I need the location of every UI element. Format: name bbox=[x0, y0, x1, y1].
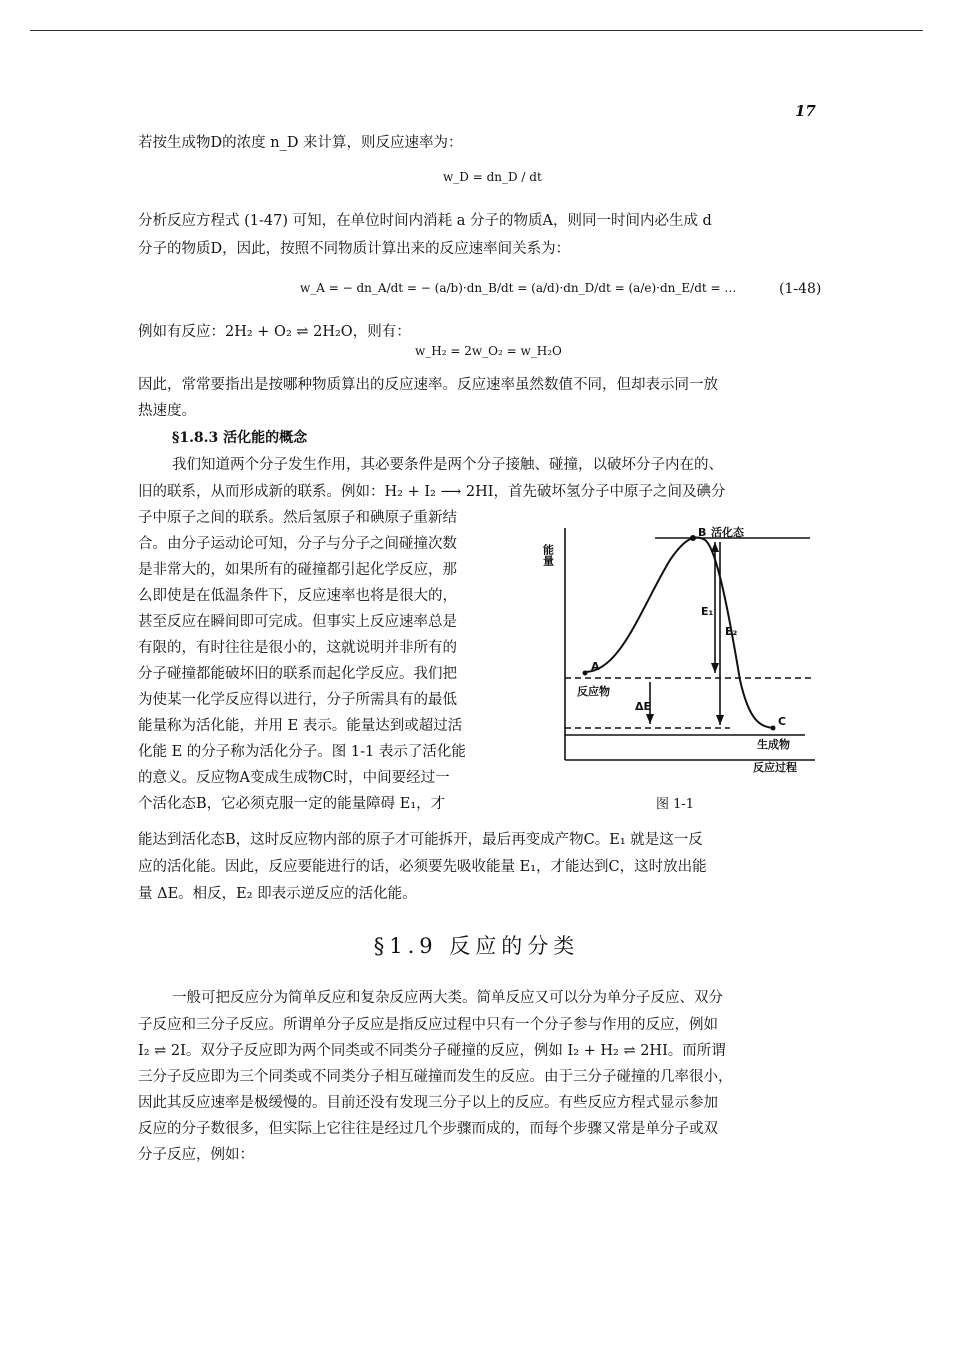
label-c-text: 生成物 bbox=[757, 738, 790, 751]
figure-caption: 图 1-1 bbox=[656, 797, 695, 812]
arrow-head bbox=[711, 663, 719, 673]
text-line: 分子碰撞都能破坏旧的联系而起化学反应。我们把 bbox=[138, 666, 457, 682]
text-line: 一般可把反应分为简单反应和复杂反应两大类。简单反应又可以分为单分子反应、双分 bbox=[172, 990, 723, 1006]
text-line: 子反应和三分子反应。所谓单分子反应是指反应过程中只有一个分子参与作用的反应，例如 bbox=[138, 1017, 718, 1033]
text-line: 是非常大的，如果所有的碰撞都引起化学反应，那 bbox=[138, 562, 457, 578]
top-rule bbox=[30, 30, 923, 31]
text-line: 个活化态B，它必须克服一定的能量障碍 E₁，才 bbox=[138, 796, 446, 812]
text-line: 例如有反应：2H₂ + O₂ ⇌ 2H₂O，则有： bbox=[138, 324, 411, 340]
text-line: 化能 E 的分子称为活化分子。图 1-1 表示了活化能 bbox=[138, 744, 466, 760]
equation-number: (1-48) bbox=[779, 281, 822, 297]
text-line: 量 ΔE。相反，E₂ 即表示逆反应的活化能。 bbox=[138, 886, 417, 902]
label-b: B bbox=[698, 526, 707, 539]
label-b-text: 活化态 bbox=[711, 526, 744, 539]
text-line: 分子的物质D，因此，按照不同物质计算出来的反应速率间关系为： bbox=[138, 241, 571, 257]
text-line: 反应的分子数很多，但实际上它往往是经过几个步骤而成的，而每个步骤又常是单分子或双 bbox=[138, 1121, 718, 1137]
label-delta-e: ΔE bbox=[635, 700, 652, 713]
text-line: 么即使是在低温条件下，反应速率也将是很大的， bbox=[138, 588, 457, 604]
point-b bbox=[690, 535, 696, 541]
formula-h2: w_H₂ = 2w_O₂ = w_H₂O bbox=[415, 344, 562, 358]
text-line: 因此其反应速率是极缓慢的。目前还没有发现三分子以上的反应。有些反应方程式显示参加 bbox=[138, 1095, 718, 1111]
arrow-head bbox=[716, 715, 724, 725]
text-line: 有限的，有时往往是很小的，这就说明并非所有的 bbox=[138, 640, 457, 656]
label-e1: E₁ bbox=[701, 605, 714, 618]
text-line: 旧的联系，从而形成新的联系。例如：H₂ + I₂ ⟶ 2HI，首先破坏氢分子中原子之间及碘分 bbox=[138, 484, 726, 500]
text-line: 子中原子之间的联系。然后氢原子和碘原子重新结 bbox=[138, 510, 457, 526]
section-heading: §1.9 反应的分类 bbox=[373, 934, 580, 958]
label-a: A bbox=[591, 660, 600, 673]
text-line: 能达到活化态B，这时反应物内部的原子才可能拆开，最后再变成产物C。E₁ 就是这一反 bbox=[138, 832, 703, 848]
text-line: 分子反应，例如： bbox=[138, 1147, 254, 1163]
text-line: I₂ ⇌ 2I。双分子反应即为两个同类或不同类分子碰撞的反应，例如 I₂ + H₂ ⇌ 2HI。而所谓 bbox=[138, 1043, 726, 1059]
arrow-head bbox=[711, 542, 719, 552]
activation-energy-figure bbox=[535, 520, 835, 785]
text-line: 能量称为活化能，并用 E 表示。能量达到或超过活 bbox=[138, 718, 463, 734]
arrow-head bbox=[646, 714, 654, 724]
label-a-text: 反应物 bbox=[577, 685, 610, 698]
formula-wD: w_D = dn_D / dt bbox=[443, 170, 542, 184]
text-line: 应的活化能。因此，反应要能进行的话，必须要先吸收能量 E₁，才能达到C，这时放出能 bbox=[138, 859, 707, 875]
subsection-heading: §1.8.3 活化能的概念 bbox=[172, 430, 308, 446]
text-line: 我们知道两个分子发生作用，其必要条件是两个分子接触、碰撞，以破坏分子内在的、 bbox=[172, 457, 723, 473]
text-line: 三分子反应即为三个同类或不同类分子相互碰撞而发生的反应。由于三分子碰撞的几率很小， bbox=[138, 1069, 733, 1085]
text-line: 因此，常常要指出是按哪种物质算出的反应速率。反应速率虽然数值不同，但却表示同一放 bbox=[138, 377, 718, 393]
text-line: 甚至反应在瞬间即可完成。但事实上反应速率总是 bbox=[138, 614, 457, 630]
text-line: 分析反应方程式 (1-47) 可知，在单位时间内消耗 a 分子的物质A，则同一时间内必生成 d bbox=[138, 213, 712, 229]
text-line: 为使某一化学反应得以进行，分子所需具有的最低 bbox=[138, 692, 457, 708]
page-number: 17 bbox=[795, 102, 816, 120]
formula-1-48: w_A = − dn_A/dt = − (a/b)·dn_B/dt = (a/d)·dn_D/dt = (a/e)·dn_E/dt = … bbox=[300, 281, 737, 295]
label-c: C bbox=[778, 715, 787, 728]
x-axis-label: 反应过程 bbox=[753, 761, 797, 774]
point-c bbox=[771, 726, 776, 731]
text-line: 合。由分子运动论可知，分子与分子之间碰撞次数 bbox=[138, 536, 457, 552]
text-line: 若按生成物D的浓度 n_D 来计算，则反应速率为： bbox=[138, 135, 463, 151]
point-a bbox=[583, 671, 588, 676]
y-axis-label: 能量 bbox=[541, 544, 555, 566]
text-line: 的意义。反应物A变成生成物C时，中间要经过一 bbox=[138, 770, 450, 786]
label-e2: E₂ bbox=[725, 625, 738, 638]
energy-curve bbox=[585, 537, 775, 728]
text-line: 热速度。 bbox=[138, 403, 196, 419]
